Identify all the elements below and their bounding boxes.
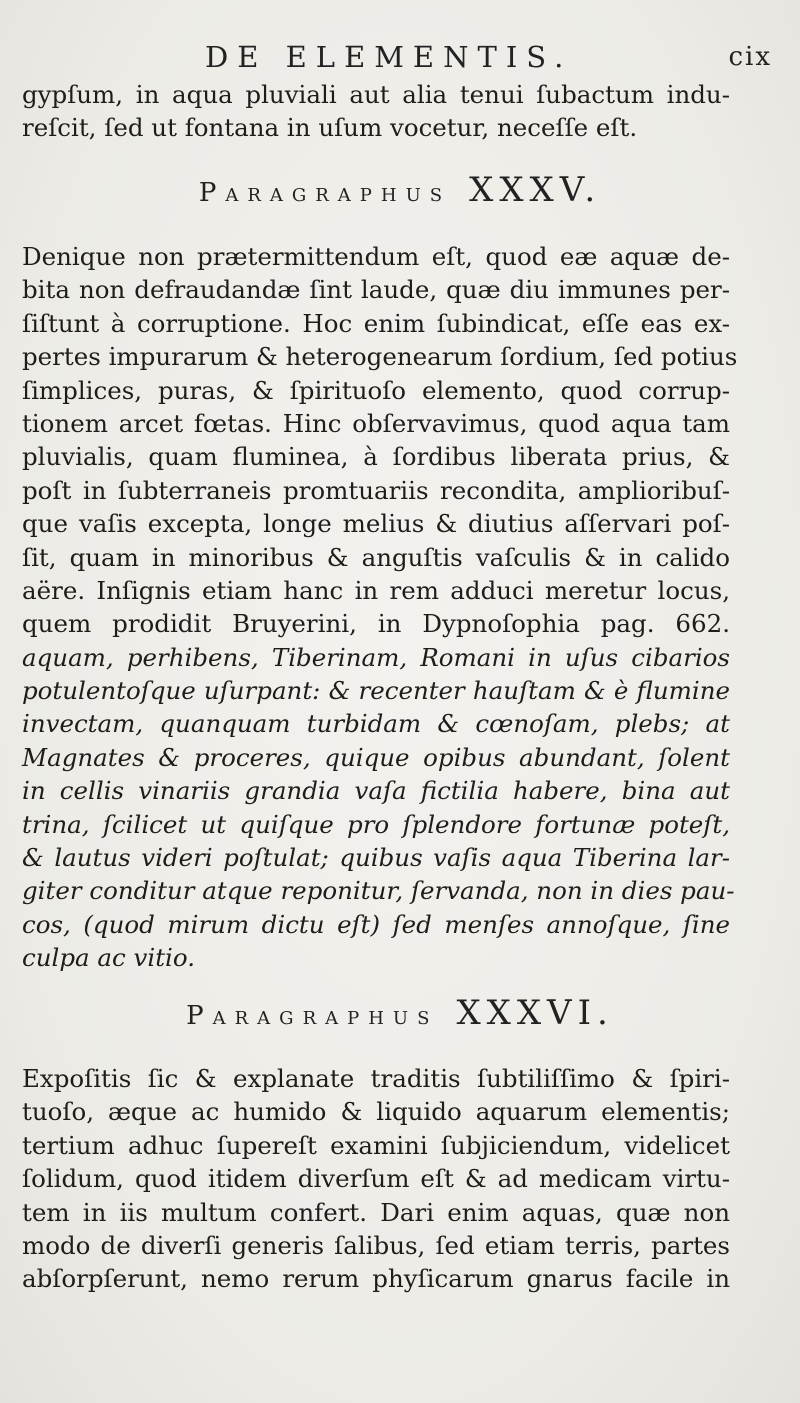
text-line: pertes impurarum & heterogenearum ſordium, ſed potius — [22, 342, 738, 372]
text-line: quem prodidit Bruyerini, in Dypnoſophia pag. 662. — [22, 609, 730, 639]
text-line: gypſum, in aqua pluviali aut alia tenui ſubactum indu- — [22, 80, 730, 109]
text-line: poſt in ſubterraneis promtuariis recondita, amplioribuſ- — [22, 475, 730, 505]
intro-paragraph — [22, 78, 730, 145]
text-line: que vaſis excepta, longe melius & diutius aſſervari poſ- — [22, 509, 730, 539]
running-head — [0, 40, 800, 80]
text-line: tuoſo, æque ac humido & liquido aquarum elementis; — [22, 1097, 730, 1127]
text-line: bita non defraudandæ ſint laude, quæ diu immunes per- — [22, 275, 730, 305]
italic-line: invectam, quanquam turbidam & cœnoſam, plebs; at — [22, 709, 730, 739]
italic-line: culpa ac vitio. — [22, 943, 195, 973]
italic-line: & lautus videri poſtulat; quibus vaſis aqua Tiberina lar- — [22, 843, 730, 873]
italic-line: trina, ſcilicet ut quiſque pro ſplendore fortunæ poteſt, — [22, 809, 730, 839]
text-line: tionem arcet fœtas. Hinc obſervavimus, quod aqua tam — [22, 408, 730, 438]
italic-line: aquam, perhibens, Tiberinam, Romani in uſus cibarios — [22, 642, 730, 672]
page-number: cix — [728, 42, 772, 72]
text-line: Denique non prætermittendum eſt, quod eæ aquæ de- — [22, 242, 730, 271]
text-line: modo de diverſi generis ſalibus, ſed etiam terris, partes — [22, 1230, 730, 1260]
text-line: ſolidum, quod itidem diverſum eſt & ad medicam virtu- — [22, 1164, 730, 1194]
section-heading-36 — [0, 993, 800, 1033]
text-line: pluvialis, quam fluminea, à ſordibus liberata prius, & — [22, 442, 730, 472]
italic-line: in cellis vinariis grandia vaſa fictilia habere, bina aut — [22, 776, 730, 806]
heading-word: Paragraphus — [198, 178, 452, 208]
text-line: ſiſtunt à corruptione. Hoc enim ſubindicat, eſſe eas ex- — [22, 308, 730, 338]
paragraph-35 — [22, 240, 738, 975]
italic-line: Magnates & proceres, quique opibus abundant, ſolent — [22, 742, 730, 772]
text-line: ſimplices, puras, & ſpirituoſo elemento, quod corrup- — [22, 375, 730, 405]
text-line: tertium adhuc ſupereſt examini ſubjiciendum, videlicet — [22, 1130, 730, 1160]
heading-word: Paragraphus — [186, 1001, 439, 1031]
heading-number: XXXV. — [469, 170, 602, 210]
section-heading-35 — [0, 170, 800, 210]
heading-number: XXXVI. — [456, 993, 614, 1033]
italic-line: giter conditur atque reponitur, ſervanda, non in dies pau- — [22, 876, 735, 906]
italic-line: cos, (quod mirum dictu eſt) ſed menſes annoſque, ſine — [22, 909, 730, 939]
running-title: DE ELEMENTIS. — [205, 40, 573, 74]
text-line: aëre. Inſignis etiam hanc in rem adduci meretur locus, — [22, 575, 730, 605]
paragraph-36 — [22, 1062, 730, 1296]
text-line: tem in iis multum confert. Dari enim aquas, quæ non — [22, 1197, 730, 1227]
text-line: Expoſitis ſic & explanate traditis ſubtiliſſimo & ſpiri- — [22, 1064, 730, 1093]
text-line: reſcit, ſed ut fontana in uſum vocetur, neceſſe eſt. — [22, 113, 638, 143]
italic-line: potulentoſque uſurpant: & recenter hauſtam & è flumine — [22, 676, 730, 706]
text-line: ſit, quam in minoribus & anguſtis vaſculis & in calido — [22, 542, 730, 572]
text-line: abſorpſerunt, nemo rerum phyſicarum gnarus facile in — [22, 1264, 730, 1294]
